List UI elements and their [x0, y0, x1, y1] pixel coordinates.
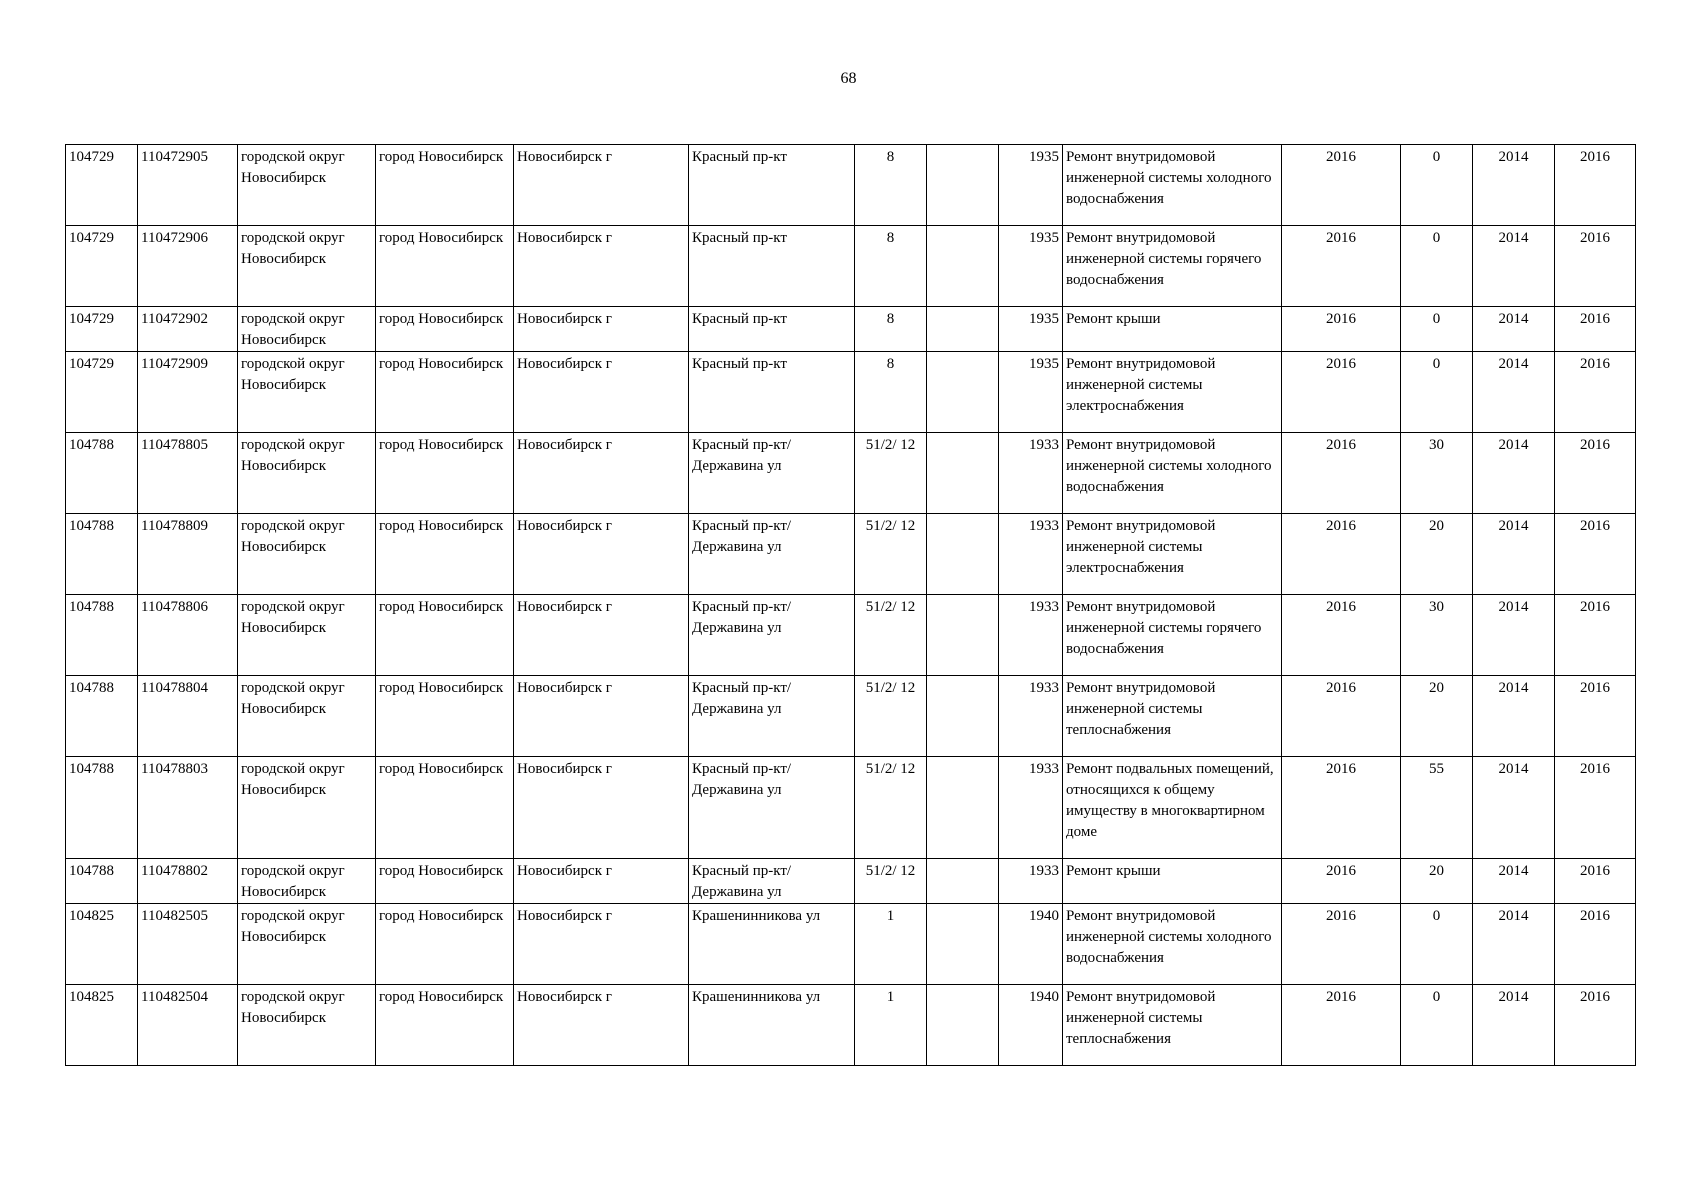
end-year-cell: 2016	[1555, 433, 1636, 514]
building-cell	[927, 145, 999, 226]
street-cell: Красный пр-кт	[689, 226, 855, 307]
year-built-cell: 1933	[999, 757, 1063, 859]
street-cell: Красный пр-кт/ Державина ул	[689, 676, 855, 757]
plan-year-cell: 2016	[1282, 514, 1401, 595]
start-year-cell: 2014	[1473, 352, 1555, 433]
building-cell	[927, 859, 999, 904]
work-type-cell: Ремонт крыши	[1063, 307, 1282, 352]
municipality-cell: городской округ Новосибирск	[238, 595, 376, 676]
object-code-cell: 110472902	[138, 307, 238, 352]
end-year-cell: 2016	[1555, 226, 1636, 307]
table-row	[66, 226, 1636, 307]
table-row	[66, 352, 1636, 433]
municipality-cell: городской округ Новосибирск	[238, 985, 376, 1066]
building-cell	[927, 352, 999, 433]
register-table	[65, 144, 1636, 1066]
start-year-cell: 2014	[1473, 985, 1555, 1066]
start-year-cell: 2014	[1473, 757, 1555, 859]
street-cell: Крашенинникова ул	[689, 985, 855, 1066]
list-number-cell: 104825	[66, 904, 138, 985]
year-built-cell: 1940	[999, 985, 1063, 1066]
wear-percent-cell: 20	[1401, 514, 1473, 595]
list-number-cell: 104788	[66, 514, 138, 595]
house-number-cell: 51/2/ 12	[855, 859, 927, 904]
wear-percent-cell: 55	[1401, 757, 1473, 859]
list-number-cell: 104729	[66, 226, 138, 307]
start-year-cell: 2014	[1473, 514, 1555, 595]
work-type-cell: Ремонт внутридомовой инженерной системы холодного водоснабжения	[1063, 433, 1282, 514]
wear-percent-cell: 20	[1401, 676, 1473, 757]
municipality-cell: городской округ Новосибирск	[238, 352, 376, 433]
settlement-cell: город Новосибирск	[376, 985, 514, 1066]
wear-percent-cell: 30	[1401, 433, 1473, 514]
start-year-cell: 2014	[1473, 904, 1555, 985]
settlement-cell: город Новосибирск	[376, 145, 514, 226]
table-row	[66, 307, 1636, 352]
list-number-cell: 104825	[66, 985, 138, 1066]
municipality-cell: городской округ Новосибирск	[238, 433, 376, 514]
table-row	[66, 514, 1636, 595]
house-number-cell: 1	[855, 985, 927, 1066]
table-row	[66, 433, 1636, 514]
house-number-cell: 1	[855, 904, 927, 985]
object-code-cell: 110478809	[138, 514, 238, 595]
year-built-cell: 1933	[999, 514, 1063, 595]
building-cell	[927, 307, 999, 352]
list-number-cell: 104788	[66, 757, 138, 859]
house-number-cell: 51/2/ 12	[855, 433, 927, 514]
building-cell	[927, 433, 999, 514]
plan-year-cell: 2016	[1282, 904, 1401, 985]
wear-percent-cell: 0	[1401, 307, 1473, 352]
settlement-cell: город Новосибирск	[376, 352, 514, 433]
work-type-cell: Ремонт подвальных помещений, относящихся к общему имуществу в многоквартирном доме	[1063, 757, 1282, 859]
building-cell	[927, 676, 999, 757]
end-year-cell: 2016	[1555, 676, 1636, 757]
street-cell: Красный пр-кт/ Державина ул	[689, 859, 855, 904]
locality-cell: Новосибирск г	[514, 757, 689, 859]
settlement-cell: город Новосибирск	[376, 433, 514, 514]
start-year-cell: 2014	[1473, 226, 1555, 307]
work-type-cell: Ремонт внутридомовой инженерной системы холодного водоснабжения	[1063, 145, 1282, 226]
locality-cell: Новосибирск г	[514, 145, 689, 226]
work-type-cell: Ремонт внутридомовой инженерной системы электроснабжения	[1063, 514, 1282, 595]
locality-cell: Новосибирск г	[514, 433, 689, 514]
work-type-cell: Ремонт внутридомовой инженерной системы электроснабжения	[1063, 352, 1282, 433]
street-cell: Красный пр-кт	[689, 145, 855, 226]
settlement-cell: город Новосибирск	[376, 859, 514, 904]
building-cell	[927, 904, 999, 985]
table-row	[66, 145, 1636, 226]
house-number-cell: 51/2/ 12	[855, 676, 927, 757]
start-year-cell: 2014	[1473, 307, 1555, 352]
object-code-cell: 110478802	[138, 859, 238, 904]
locality-cell: Новосибирск г	[514, 904, 689, 985]
start-year-cell: 2014	[1473, 676, 1555, 757]
work-type-cell: Ремонт внутридомовой инженерной системы холодного водоснабжения	[1063, 904, 1282, 985]
house-number-cell: 51/2/ 12	[855, 595, 927, 676]
street-cell: Красный пр-кт/ Державина ул	[689, 514, 855, 595]
locality-cell: Новосибирск г	[514, 226, 689, 307]
list-number-cell: 104729	[66, 352, 138, 433]
wear-percent-cell: 0	[1401, 145, 1473, 226]
locality-cell: Новосибирск г	[514, 985, 689, 1066]
year-built-cell: 1940	[999, 904, 1063, 985]
year-built-cell: 1935	[999, 352, 1063, 433]
wear-percent-cell: 0	[1401, 352, 1473, 433]
municipality-cell: городской округ Новосибирск	[238, 307, 376, 352]
end-year-cell: 2016	[1555, 145, 1636, 226]
settlement-cell: город Новосибирск	[376, 595, 514, 676]
table-row	[66, 757, 1636, 859]
work-type-cell: Ремонт внутридомовой инженерной системы теплоснабжения	[1063, 985, 1282, 1066]
municipality-cell: городской округ Новосибирск	[238, 226, 376, 307]
plan-year-cell: 2016	[1282, 307, 1401, 352]
plan-year-cell: 2016	[1282, 985, 1401, 1066]
building-cell	[927, 985, 999, 1066]
locality-cell: Новосибирск г	[514, 595, 689, 676]
end-year-cell: 2016	[1555, 595, 1636, 676]
object-code-cell: 110478803	[138, 757, 238, 859]
wear-percent-cell: 0	[1401, 904, 1473, 985]
plan-year-cell: 2016	[1282, 145, 1401, 226]
plan-year-cell: 2016	[1282, 757, 1401, 859]
wear-percent-cell: 20	[1401, 859, 1473, 904]
list-number-cell: 104788	[66, 859, 138, 904]
street-cell: Красный пр-кт	[689, 352, 855, 433]
end-year-cell: 2016	[1555, 307, 1636, 352]
year-built-cell: 1933	[999, 676, 1063, 757]
object-code-cell: 110478806	[138, 595, 238, 676]
work-type-cell: Ремонт внутридомовой инженерной системы теплоснабжения	[1063, 676, 1282, 757]
plan-year-cell: 2016	[1282, 352, 1401, 433]
house-number-cell: 51/2/ 12	[855, 757, 927, 859]
street-cell: Красный пр-кт	[689, 307, 855, 352]
house-number-cell: 8	[855, 352, 927, 433]
municipality-cell: городской округ Новосибирск	[238, 757, 376, 859]
year-built-cell: 1935	[999, 145, 1063, 226]
end-year-cell: 2016	[1555, 757, 1636, 859]
end-year-cell: 2016	[1555, 985, 1636, 1066]
object-code-cell: 110472906	[138, 226, 238, 307]
plan-year-cell: 2016	[1282, 433, 1401, 514]
table-row	[66, 904, 1636, 985]
locality-cell: Новосибирск г	[514, 514, 689, 595]
house-number-cell: 8	[855, 145, 927, 226]
end-year-cell: 2016	[1555, 859, 1636, 904]
object-code-cell: 110478804	[138, 676, 238, 757]
year-built-cell: 1933	[999, 595, 1063, 676]
locality-cell: Новосибирск г	[514, 676, 689, 757]
settlement-cell: город Новосибирск	[376, 676, 514, 757]
street-cell: Красный пр-кт/ Державина ул	[689, 757, 855, 859]
start-year-cell: 2014	[1473, 433, 1555, 514]
list-number-cell: 104729	[66, 145, 138, 226]
start-year-cell: 2014	[1473, 859, 1555, 904]
object-code-cell: 110482505	[138, 904, 238, 985]
locality-cell: Новосибирск г	[514, 307, 689, 352]
end-year-cell: 2016	[1555, 352, 1636, 433]
table-row	[66, 859, 1636, 904]
year-built-cell: 1933	[999, 433, 1063, 514]
end-year-cell: 2016	[1555, 514, 1636, 595]
locality-cell: Новосибирск г	[514, 352, 689, 433]
plan-year-cell: 2016	[1282, 676, 1401, 757]
municipality-cell: городской округ Новосибирск	[238, 676, 376, 757]
house-number-cell: 8	[855, 307, 927, 352]
house-number-cell: 8	[855, 226, 927, 307]
wear-percent-cell: 30	[1401, 595, 1473, 676]
municipality-cell: городской округ Новосибирск	[238, 514, 376, 595]
settlement-cell: город Новосибирск	[376, 514, 514, 595]
wear-percent-cell: 0	[1401, 226, 1473, 307]
plan-year-cell: 2016	[1282, 595, 1401, 676]
settlement-cell: город Новосибирск	[376, 307, 514, 352]
year-built-cell: 1935	[999, 307, 1063, 352]
list-number-cell: 104729	[66, 307, 138, 352]
page-number: 68	[840, 70, 857, 87]
object-code-cell: 110472905	[138, 145, 238, 226]
municipality-cell: городской округ Новосибирск	[238, 145, 376, 226]
list-number-cell: 104788	[66, 676, 138, 757]
table-row	[66, 676, 1636, 757]
list-number-cell: 104788	[66, 433, 138, 514]
start-year-cell: 2014	[1473, 145, 1555, 226]
work-type-cell: Ремонт внутридомовой инженерной системы горячего водоснабжения	[1063, 595, 1282, 676]
plan-year-cell: 2016	[1282, 226, 1401, 307]
start-year-cell: 2014	[1473, 595, 1555, 676]
work-type-cell: Ремонт внутридомовой инженерной системы горячего водоснабжения	[1063, 226, 1282, 307]
work-type-cell: Ремонт крыши	[1063, 859, 1282, 904]
building-cell	[927, 226, 999, 307]
street-cell: Красный пр-кт/ Державина ул	[689, 595, 855, 676]
year-built-cell: 1935	[999, 226, 1063, 307]
table-row	[66, 595, 1636, 676]
house-number-cell: 51/2/ 12	[855, 514, 927, 595]
street-cell: Красный пр-кт/ Державина ул	[689, 433, 855, 514]
street-cell: Крашенинникова ул	[689, 904, 855, 985]
plan-year-cell: 2016	[1282, 859, 1401, 904]
municipality-cell: городской округ Новосибирск	[238, 904, 376, 985]
object-code-cell: 110472909	[138, 352, 238, 433]
settlement-cell: город Новосибирск	[376, 757, 514, 859]
building-cell	[927, 757, 999, 859]
end-year-cell: 2016	[1555, 904, 1636, 985]
municipality-cell: городской округ Новосибирск	[238, 859, 376, 904]
year-built-cell: 1933	[999, 859, 1063, 904]
building-cell	[927, 595, 999, 676]
settlement-cell: город Новосибирск	[376, 226, 514, 307]
list-number-cell: 104788	[66, 595, 138, 676]
building-cell	[927, 514, 999, 595]
object-code-cell: 110482504	[138, 985, 238, 1066]
table-row	[66, 985, 1636, 1066]
locality-cell: Новосибирск г	[514, 859, 689, 904]
wear-percent-cell: 0	[1401, 985, 1473, 1066]
object-code-cell: 110478805	[138, 433, 238, 514]
settlement-cell: город Новосибирск	[376, 904, 514, 985]
